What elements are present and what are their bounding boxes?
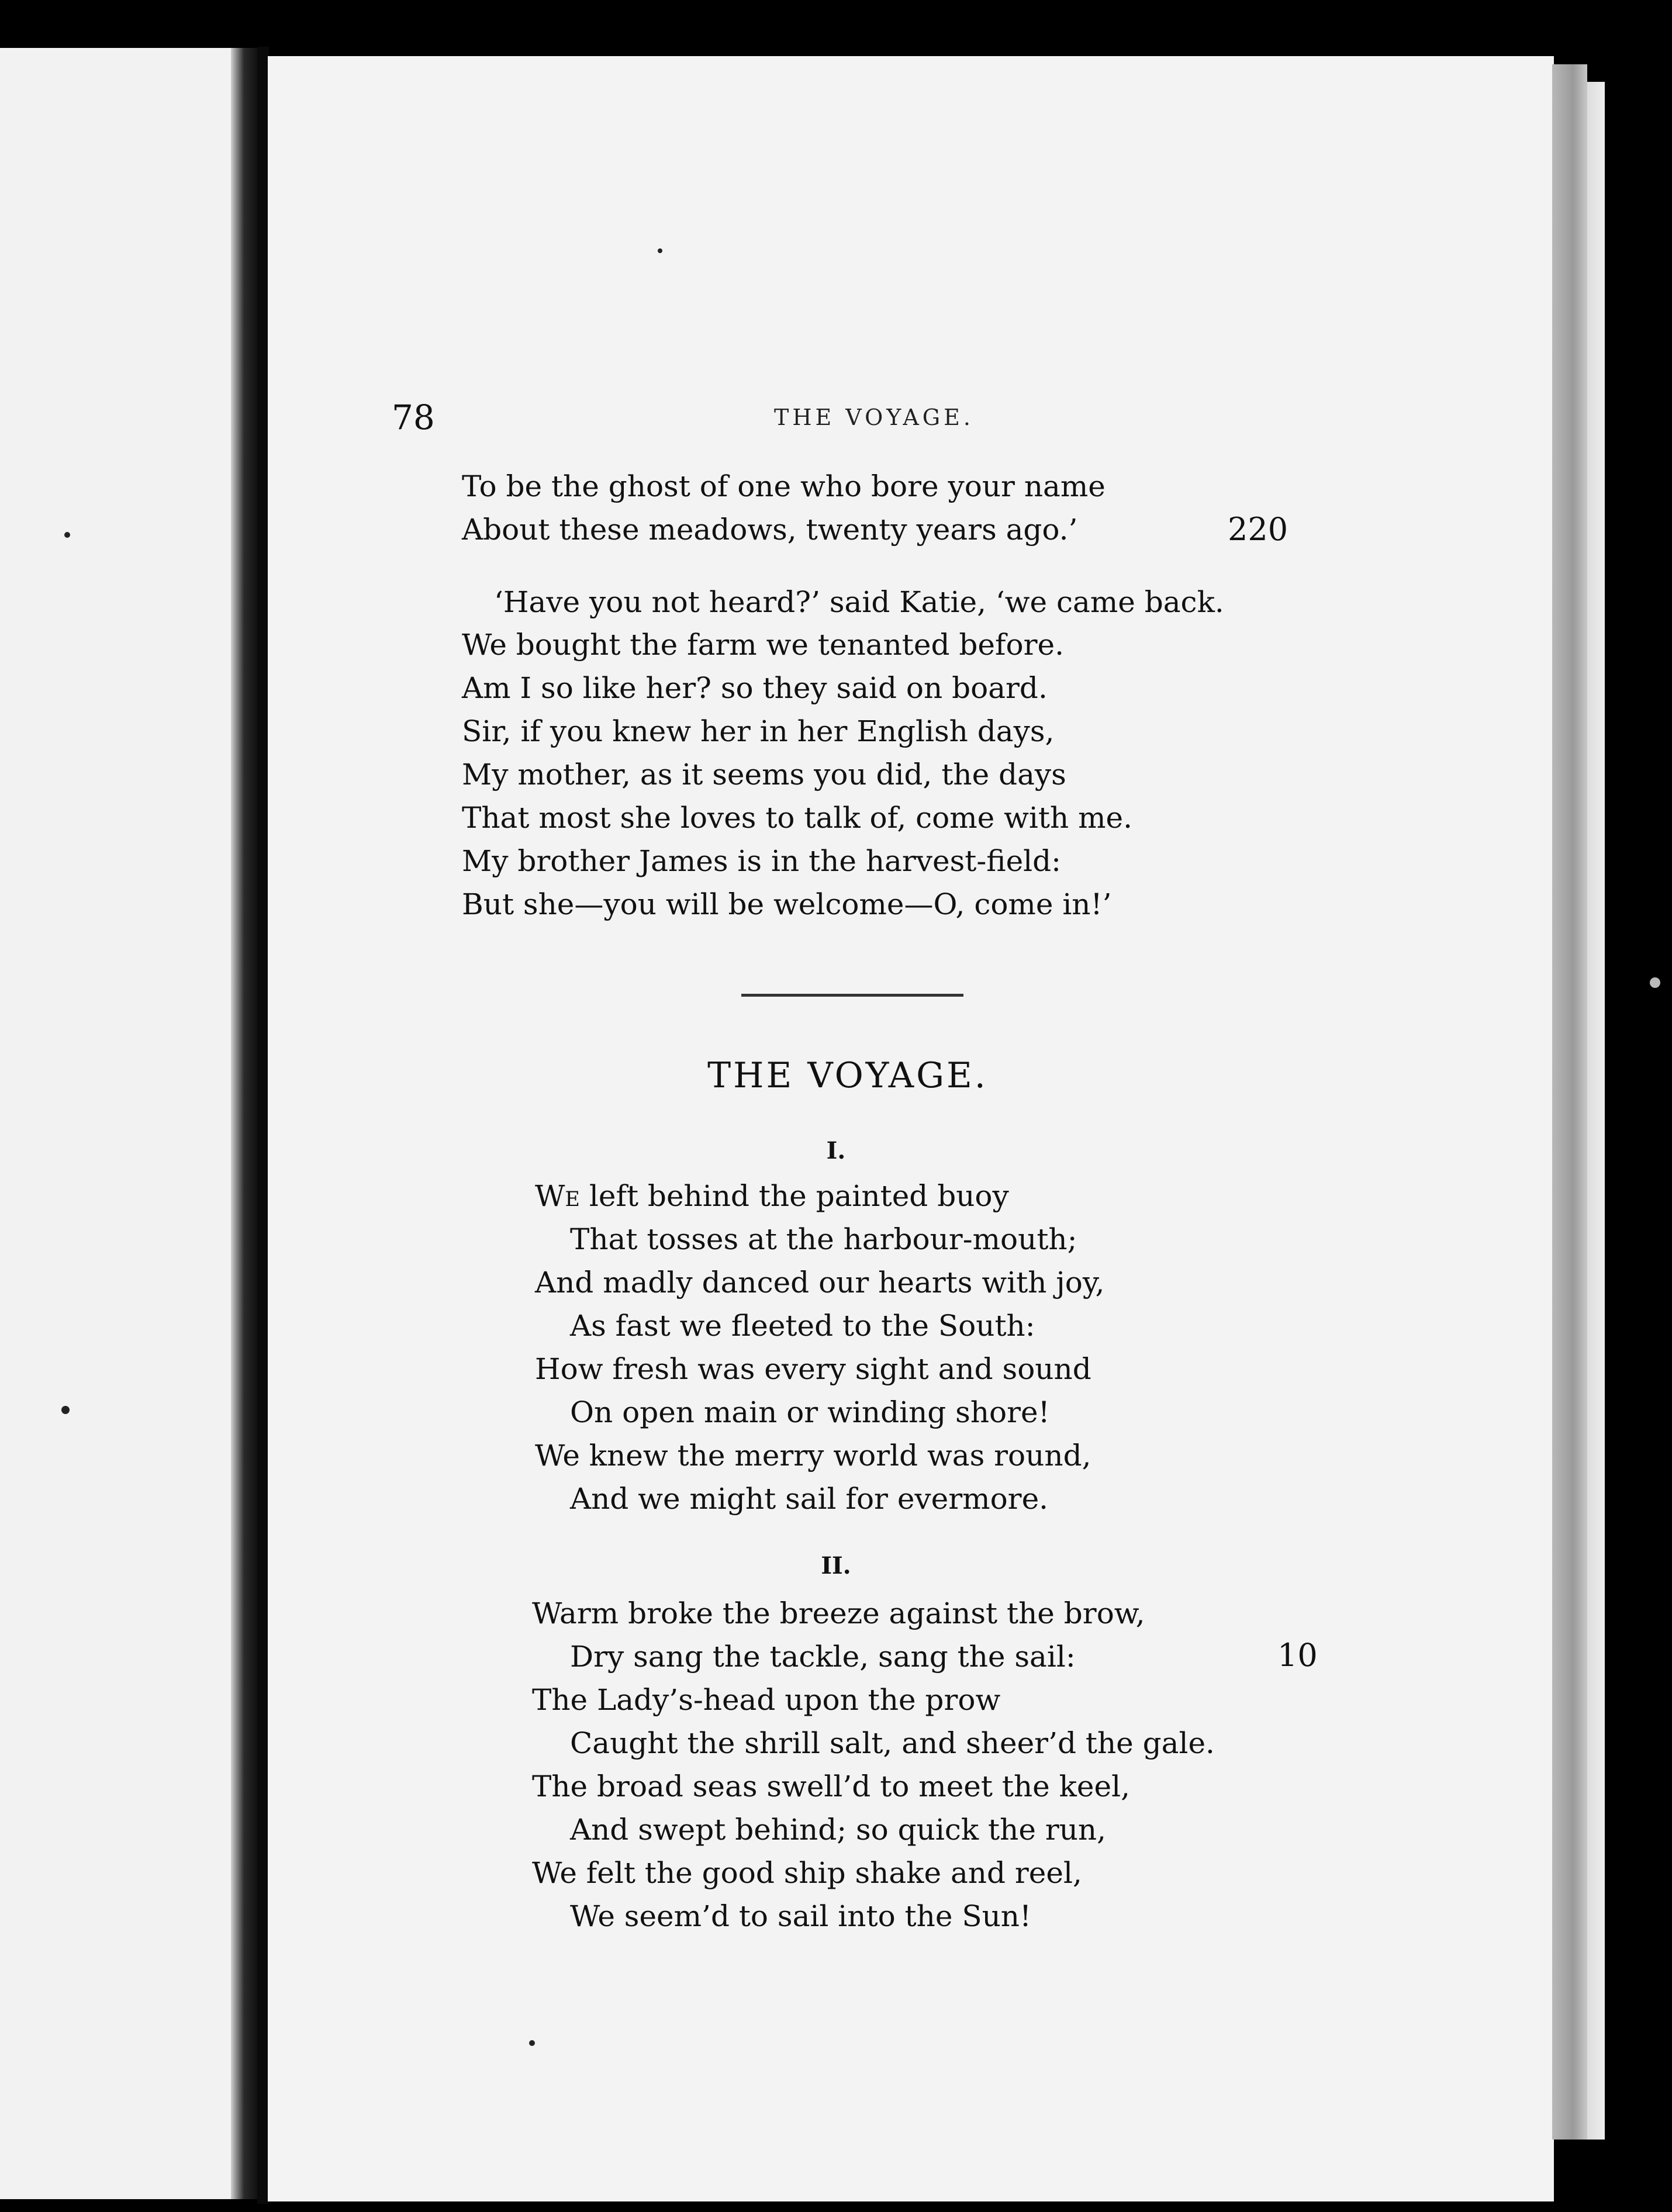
verse-line: About these meadows, twenty years ago.’ <box>462 513 1078 547</box>
book-gutter <box>257 47 269 2204</box>
verse-line: Sir, if you knew her in her English days, <box>462 714 1055 748</box>
verse-line: That tosses at the harbour-mouth; <box>570 1222 1077 1256</box>
verse-line: Warm broke the breeze against the brow, <box>532 1596 1145 1630</box>
running-title: THE VOYAGE. <box>774 405 974 430</box>
verse-line: My brother James is in the harvest-field: <box>462 844 1062 878</box>
verse-line: We bought the farm we tenanted before. <box>462 628 1064 662</box>
small-caps-first-word: We <box>535 1179 580 1213</box>
verse-line: And we might sail for evermore. <box>570 1482 1049 1516</box>
verse-line: The Lady’s-head upon the prow <box>532 1683 1001 1717</box>
line-number: 220 <box>1228 511 1288 548</box>
stanza-number: II. <box>821 1552 851 1579</box>
page-number: 78 <box>392 398 435 437</box>
scan-speck <box>658 248 662 253</box>
verse-line: The broad seas swell’d to meet the keel, <box>532 1769 1130 1803</box>
verse-line <box>535 1178 1009 1214</box>
facing-page-edge <box>231 48 257 2199</box>
verse-line: That most she loves to talk of, come with me. <box>462 801 1132 835</box>
verse-line: Am I so like her? so they said on board. <box>462 671 1048 705</box>
stanza-number: I. <box>826 1137 846 1164</box>
scan-speck <box>64 532 70 538</box>
verse-line: ‘Have you not heard?’ said Katie, ‘we came back. <box>494 585 1224 619</box>
page-edge-strip-outer <box>1587 82 1605 2140</box>
verse-line: On open main or winding shore! <box>570 1395 1050 1429</box>
verse-line: And madly danced our hearts with joy, <box>535 1266 1105 1299</box>
section-divider <box>741 994 963 997</box>
verse-line: We felt the good ship shake and reel, <box>532 1856 1082 1890</box>
verse-line-rest: left behind the painted buoy <box>589 1179 1009 1213</box>
verse-line: Caught the shrill salt, and sheer’d the gale. <box>570 1726 1215 1760</box>
scan-speck <box>529 2040 535 2046</box>
verse-line: Dry sang the tackle, sang the sail: <box>570 1640 1076 1674</box>
scan-speck <box>1650 977 1660 988</box>
verse-line: How fresh was every sight and sound <box>535 1352 1091 1386</box>
facing-page <box>0 48 246 2199</box>
verse-line: My mother, as it seems you did, the days <box>462 758 1066 792</box>
verse-line: And swept behind; so quick the run, <box>570 1813 1107 1847</box>
running-head <box>392 398 1356 444</box>
verse-line: We seem’d to sail into the Sun! <box>570 1899 1032 1933</box>
verse-line: As fast we fleeted to the South: <box>570 1309 1035 1343</box>
scan-speck <box>61 1406 70 1414</box>
page-edge-strip <box>1552 64 1587 2140</box>
poem-title: THE VOYAGE. <box>707 1055 988 1096</box>
verse-line: We knew the merry world was round, <box>535 1439 1091 1473</box>
line-number: 10 <box>1277 1637 1318 1674</box>
verse-line: But she—you will be welcome—O, come in!’ <box>462 887 1112 921</box>
verse-line: To be the ghost of one who bore your name <box>462 469 1106 503</box>
